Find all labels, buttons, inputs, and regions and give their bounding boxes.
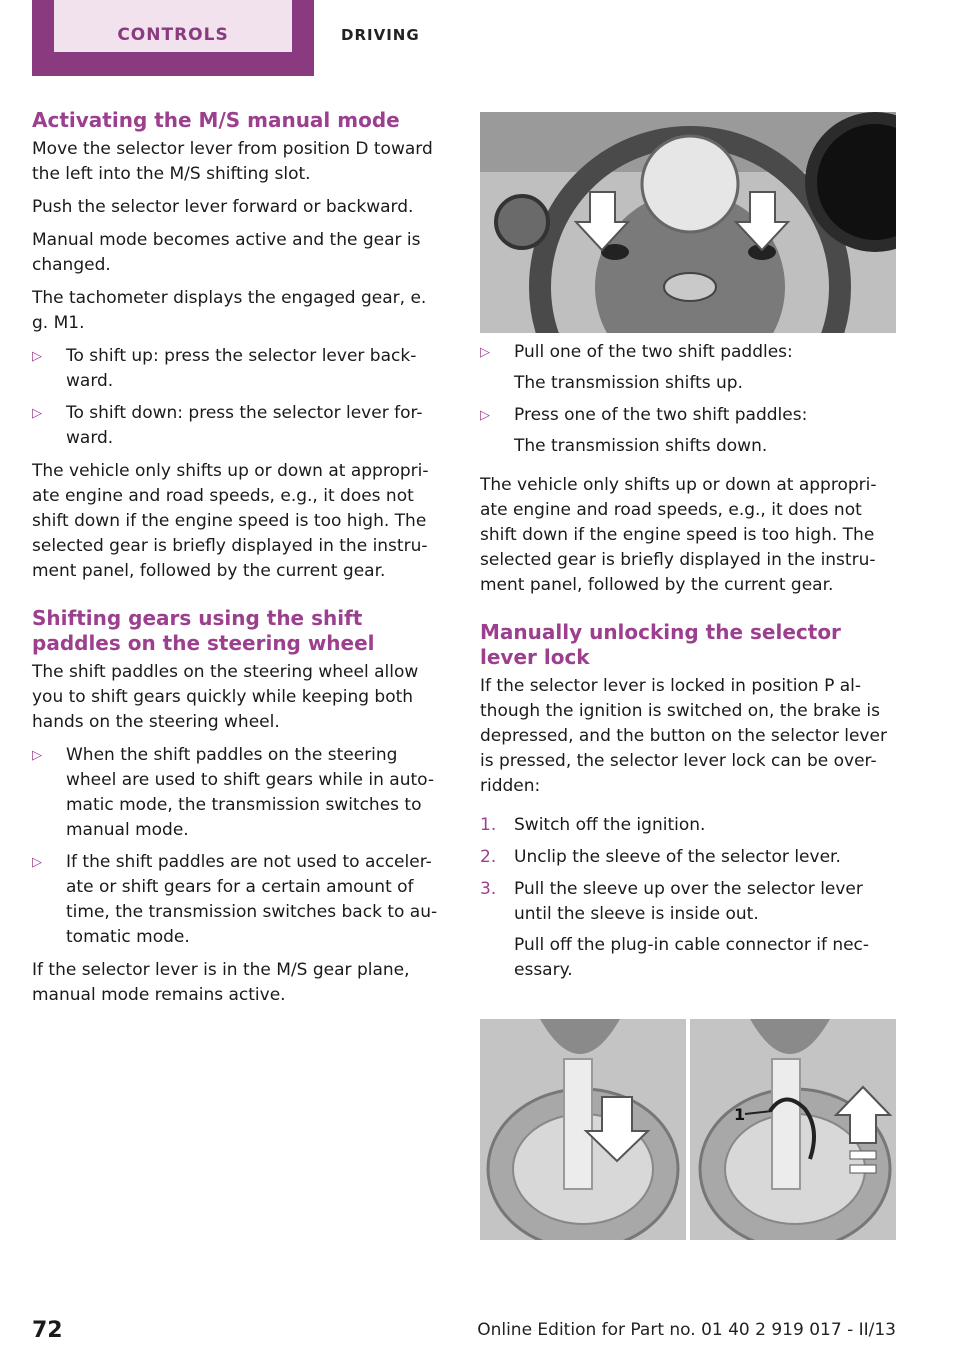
list-item	[480, 845, 896, 870]
paragraph: Move the selector lever from position D toward the left into the M/S shifting slot.	[32, 139, 433, 184]
bullet-list	[480, 340, 896, 459]
list-item-text: If the shift paddles are not used to acceler-ate or shift gears for a certain amount of time, the transmission switches back to au-tomatic mode.	[66, 852, 438, 947]
section-title-shift-paddles: Shifting gears using the shift paddles on the steering wheel	[32, 606, 375, 655]
left-column	[32, 108, 444, 1016]
paragraph: The vehicle only shifts up or down at appropri-ate engine and road speeds, e.g., it does not shift down if the engine speed is too high. The selected gear is briefly displayed in the instru-ment panel, followed by the current gear.	[480, 475, 877, 595]
page-number: 72	[32, 1318, 63, 1343]
bullet-list	[32, 344, 444, 451]
paragraph: Manual mode becomes active and the gear is changed.	[32, 230, 421, 275]
list-item	[480, 403, 896, 459]
list-item-subtext: The transmission shifts down.	[514, 436, 768, 456]
callout-label-1: 1	[734, 1105, 746, 1124]
bullet-list	[32, 743, 444, 950]
section-title-unlock-lever: Manually unlocking the selector lever lock	[480, 620, 841, 669]
list-item	[32, 401, 444, 451]
triangle-bullet-icon: ▷	[32, 349, 42, 364]
paragraph: If the selector lever is locked in position P al-though the ignition is switched on, the brake is depressed, and the button on the selector lever is pressed, the selector lever lock can be over-ridden:	[480, 676, 887, 796]
triangle-bullet-icon: ▷	[32, 406, 42, 421]
tab-controls	[32, 0, 314, 76]
section-title-ms-mode: Activating the M/S manual mode	[32, 108, 400, 132]
list-item-text: To shift down: press the selector lever for-ward.	[66, 403, 423, 448]
paragraph: The vehicle only shifts up or down at appropri-ate engine and road speeds, e.g., it does not shift down if the engine speed is too high. The selected gear is briefly displayed in the instru-ment panel, followed by the current gear.	[32, 461, 429, 581]
list-item-text: Unclip the sleeve of the selector lever.	[514, 847, 841, 867]
step-number: 3.	[480, 879, 497, 899]
paragraph: Push the selector lever forward or backward.	[32, 197, 414, 217]
list-item-subtext: The transmission shifts up.	[514, 373, 743, 393]
list-item-text: When the shift paddles on the steering wheel are used to shift gears while in auto-matic mode, the transmission switches to manual mode.	[66, 745, 434, 840]
list-item-text: Press one of the two shift paddles:	[514, 405, 808, 425]
tab-controls-label: CONTROLS	[54, 0, 292, 52]
list-item-text: Switch off the ignition.	[514, 815, 706, 835]
paragraph: If the selector lever is in the M/S gear plane, manual mode remains active.	[32, 960, 410, 1005]
triangle-bullet-icon: ▷	[32, 855, 42, 870]
triangle-bullet-icon: ▷	[32, 748, 42, 763]
triangle-bullet-icon: ▷	[480, 408, 490, 423]
step-number: 2.	[480, 847, 497, 867]
list-item-subtext: Pull off the plug-in cable connector if nec-essary.	[514, 935, 870, 980]
list-item	[32, 344, 444, 394]
list-item	[32, 850, 444, 950]
edition-footer: Online Edition for Part no. 01 40 2 919 017 - II/13	[477, 1320, 896, 1340]
steering-wheel-photo	[480, 112, 896, 333]
list-item	[32, 743, 444, 843]
list-item-text: Pull one of the two shift paddles:	[514, 342, 793, 362]
paragraph: The shift paddles on the steering wheel allow you to shift gears quickly while keeping both hands on the steering wheel.	[32, 662, 419, 732]
list-item	[480, 877, 896, 983]
list-item	[480, 340, 896, 396]
list-item-text: Pull the sleeve up over the selector lever until the sleeve is inside out.	[514, 879, 863, 924]
right-column	[480, 340, 896, 991]
list-item-text: To shift up: press the selector lever back-ward.	[66, 346, 417, 391]
paragraph: The tachometer displays the engaged gear, e. g. M1.	[32, 288, 427, 333]
step-number: 1.	[480, 815, 497, 835]
triangle-bullet-icon: ▷	[480, 345, 490, 360]
tab-driving: DRIVING	[341, 26, 420, 44]
list-item	[480, 813, 896, 838]
numbered-list	[480, 813, 896, 983]
selector-lever-photo	[480, 1019, 896, 1240]
